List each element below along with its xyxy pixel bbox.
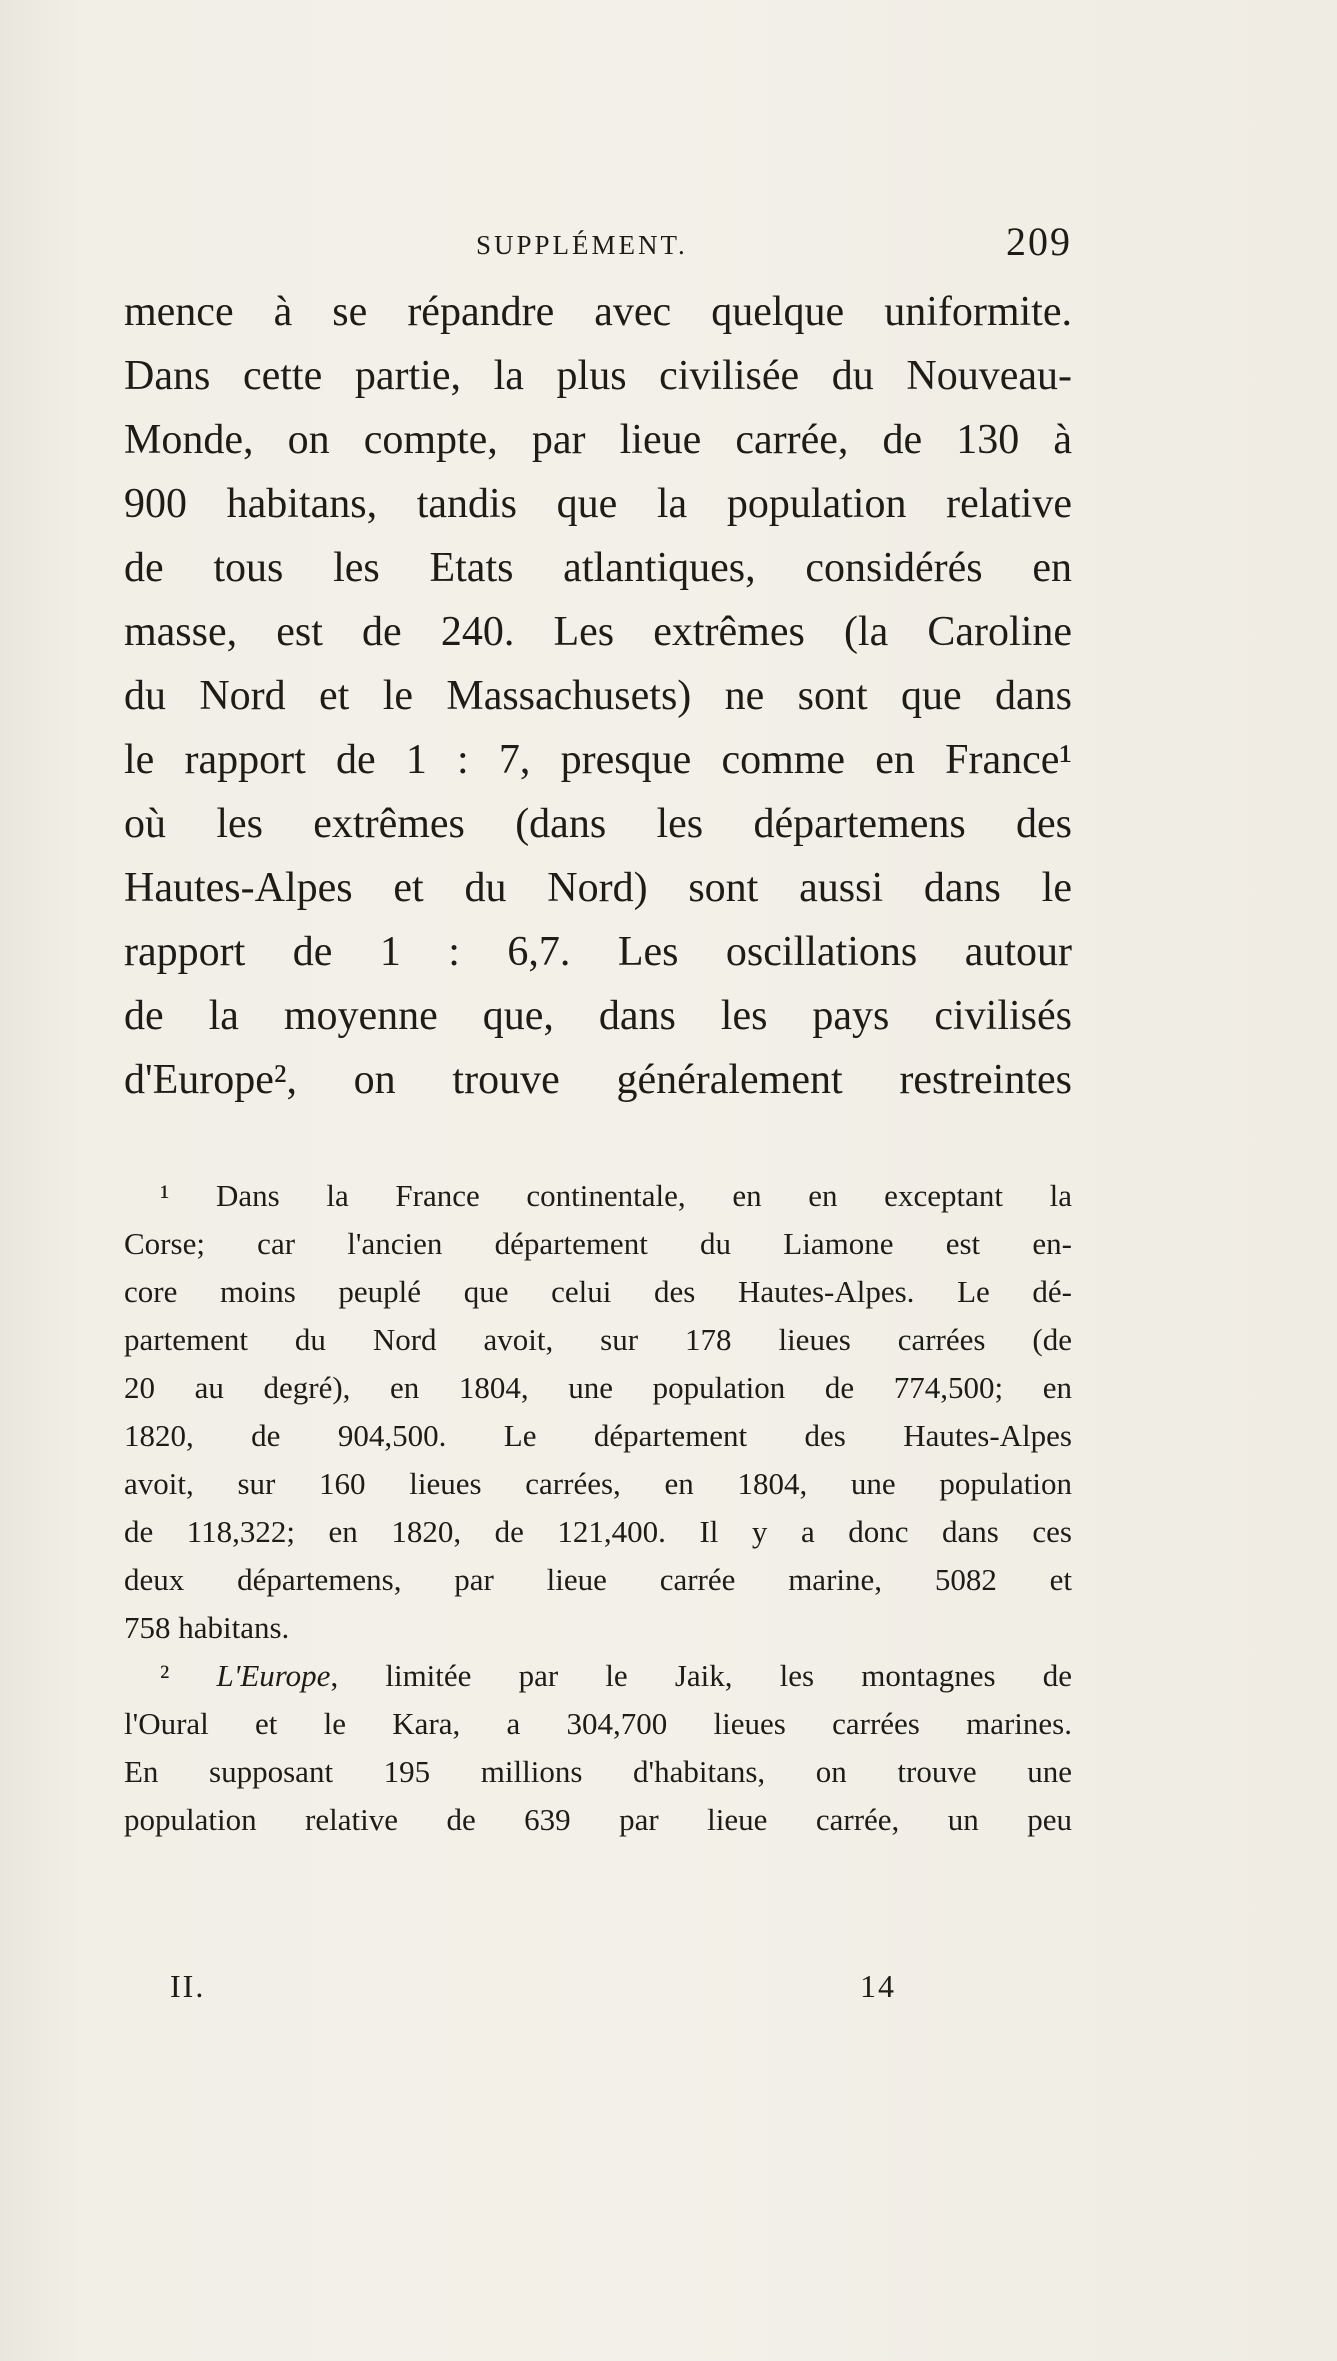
page-footer	[170, 1968, 1010, 2018]
footnote-line: 20 au degré), en 1804, une population de 774,500; en	[124, 1370, 1072, 1405]
text-line: mence à se répandre avec quelque uniformite.	[124, 289, 1072, 335]
footnote-line: core moins peuplé que celui des Hautes-Alpes. Le dé-	[124, 1274, 1072, 1309]
footnote-line: de 118,322; en 1820, de 121,400. Il y a donc dans ces	[124, 1514, 1072, 1549]
footnote-line: ¹ Dans la France continentale, en en exceptant la	[160, 1178, 1072, 1213]
page-number: 209	[1006, 219, 1072, 264]
page-header	[124, 218, 1072, 268]
footnote-line: partement du Nord avoit, sur 178 lieues carrées (de	[124, 1322, 1072, 1357]
text-line: où les extrêmes (dans les départemens des	[124, 801, 1072, 847]
footnotes	[124, 1172, 1072, 1844]
text-line: Monde, on compte, par lieue carrée, de 130 à	[124, 417, 1072, 463]
footnote-2-first-line	[124, 1652, 1072, 1700]
footnote-line: 758 habitans.	[124, 1610, 290, 1645]
footnote-line: Corse; car l'ancien département du Liamone est en-	[124, 1226, 1072, 1261]
footnote-line: deux départemens, par lieue carrée marine, 5082 et	[124, 1562, 1072, 1597]
main-text	[124, 280, 1072, 1112]
footnote-line-rest: , limitée par le Jaik, les montagnes de	[330, 1658, 1072, 1693]
footnote-line: En supposant 195 millions d'habitans, on trouve une	[124, 1754, 1072, 1789]
footnote-line: l'Oural et le Kara, a 304,700 lieues carrées marines.	[124, 1706, 1072, 1741]
text-line: Dans cette partie, la plus civilisée du Nouveau-	[124, 353, 1072, 399]
text-line: 900 habitans, tandis que la population relative	[124, 481, 1072, 527]
footnote-line: avoit, sur 160 lieues carrées, en 1804, une population	[124, 1466, 1072, 1501]
text-line: du Nord et le Massachusets) ne sont que dans	[124, 673, 1072, 719]
footnote-line: population relative de 639 par lieue carrée, un peu	[124, 1802, 1072, 1837]
text-line: de la moyenne que, dans les pays civilisés	[124, 993, 1072, 1039]
running-head: SUPPLÉMENT.	[476, 230, 688, 260]
gathering-signature: 14	[860, 1968, 896, 2004]
text-line: Hautes-Alpes et du Nord) sont aussi dans le	[124, 865, 1072, 911]
footnote-marker: ²	[160, 1658, 170, 1693]
text-line: le rapport de 1 : 7, presque comme en France¹	[124, 737, 1072, 783]
volume-signature: II.	[170, 1968, 206, 2004]
text-line: masse, est de 240. Les extrêmes (la Caroline	[124, 609, 1072, 655]
text-line: d'Europe², on trouve généralement restreintes	[124, 1057, 1072, 1103]
text-line: de tous les Etats atlantiques, considérés en	[124, 545, 1072, 591]
footnote-line: 1820, de 904,500. Le département des Hautes-Alpes	[124, 1418, 1072, 1453]
text-line: rapport de 1 : 6,7. Les oscillations autour	[124, 929, 1072, 975]
italic-term: L'Europe	[216, 1658, 331, 1693]
